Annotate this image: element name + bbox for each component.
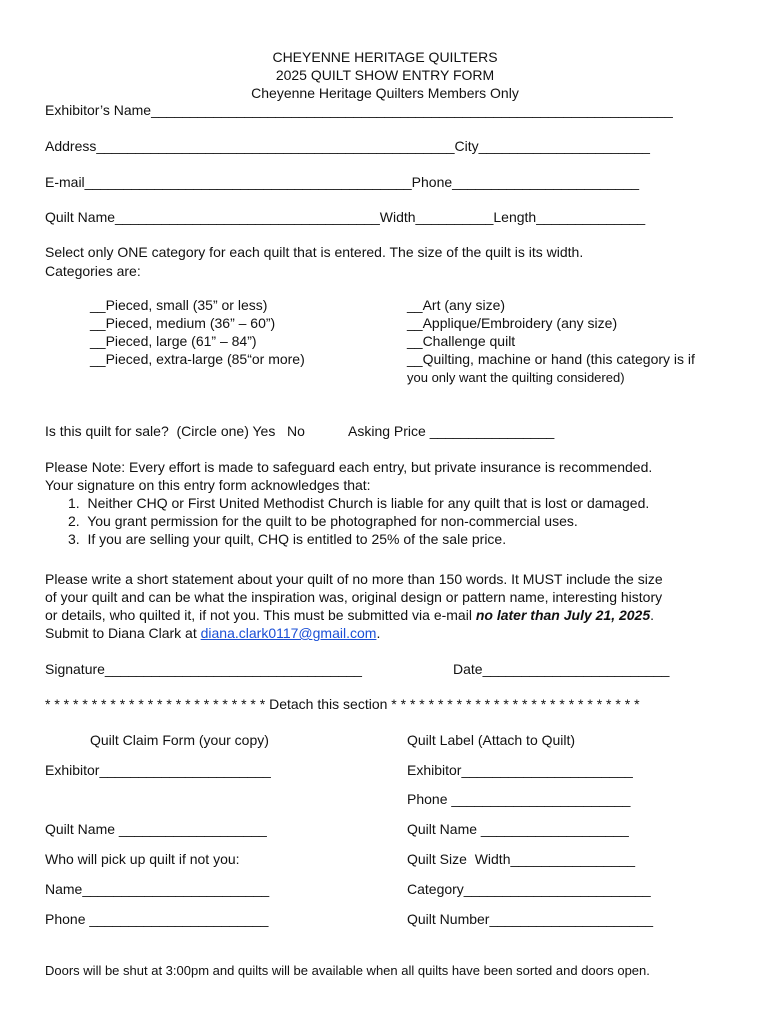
- claim-quilt-name-field[interactable]: Quilt Name ___________________: [45, 821, 267, 837]
- email-link[interactable]: diana.clark0117@gmail.com: [200, 625, 377, 641]
- category-pieced-large[interactable]: __Pieced, large (61” – 84”): [90, 333, 257, 349]
- category-applique[interactable]: __Applique/Embroidery (any size): [407, 315, 618, 331]
- acknowledgement-intro: Your signature on this entry form acknowledges that:: [45, 477, 371, 493]
- acknowledgement-item: 2. You grant permission for the quilt to be photographed for non-commercial uses.: [68, 513, 578, 529]
- submit-text: Submit to Diana Clark at: [45, 625, 201, 641]
- label-phone-field[interactable]: Phone _______________________: [407, 791, 631, 807]
- label-exhibitor-field[interactable]: Exhibitor______________________: [407, 762, 633, 778]
- claim-form-title: Quilt Claim Form (your copy): [90, 732, 269, 748]
- statement-instructions-2: of your quilt and can be what the inspiration was, original design or pattern name, interesting history: [45, 589, 663, 605]
- asking-price-field[interactable]: Asking Price ________________: [348, 423, 555, 439]
- statement-submit-line: [45, 624, 380, 642]
- statement-period: .: [650, 607, 655, 623]
- footer-note: Doors will be shut at 3:00pm and quilts will be available when all quilts have been sorted and doors open.: [45, 963, 650, 978]
- category-challenge[interactable]: __Challenge quilt: [407, 333, 516, 349]
- date-field[interactable]: Date________________________: [453, 661, 670, 677]
- email-phone-field[interactable]: E-mail__________________________________________Phone________________________: [45, 174, 640, 190]
- claim-name-field[interactable]: Name________________________: [45, 881, 270, 897]
- category-quilting-note: you only want the quilting considered): [407, 370, 625, 385]
- label-quilt-name-field[interactable]: Quilt Name ___________________: [407, 821, 629, 837]
- category-pieced-xlarge[interactable]: __Pieced, extra-large (85“or more): [90, 351, 305, 367]
- address-city-field[interactable]: Address______________________________________________City______________________: [45, 138, 650, 154]
- category-pieced-small[interactable]: __Pieced, small (35” or less): [90, 297, 268, 313]
- statement-text: or details, who quilted it, if not you. This must be submitted via e-mail: [45, 607, 476, 623]
- for-sale-question[interactable]: Is this quilt for sale? (Circle one) Yes No: [45, 423, 305, 439]
- form-title: 2025 QUILT SHOW ENTRY FORM: [275, 67, 495, 83]
- claim-pickup-label: Who will pick up quilt if not you:: [45, 851, 240, 867]
- statement-instructions-3: [45, 606, 654, 624]
- category-instructions: Select only ONE category for each quilt that is entered. The size of the quilt is its width.: [45, 244, 584, 260]
- category-art[interactable]: __Art (any size): [407, 297, 506, 313]
- label-category-field[interactable]: Category________________________: [407, 881, 651, 897]
- insurance-note: Please Note: Every effort is made to safeguard each entry, but private insurance is recommended.: [45, 459, 653, 475]
- submit-period: .: [376, 625, 381, 641]
- signature-field[interactable]: Signature_________________________________: [45, 661, 362, 677]
- label-quilt-number-field[interactable]: Quilt Number_____________________: [407, 911, 653, 927]
- acknowledgement-item: 3. If you are selling your quilt, CHQ is entitled to 25% of the sale price.: [68, 531, 507, 547]
- detach-line: * * * * * * * * * * * * * * * * * * * * * * * * Detach this section * * * * * * * * * * * * * * * * * * * * * * * * * * *: [45, 696, 640, 712]
- exhibitor-name-field[interactable]: Exhibitor’s Name___________________________________________________________________: [45, 102, 673, 118]
- claim-phone-field[interactable]: Phone _______________________: [45, 911, 269, 927]
- members-only-note: Cheyenne Heritage Quilters Members Only: [251, 85, 519, 101]
- category-quilting[interactable]: __Quilting, machine or hand (this category is if: [407, 351, 695, 367]
- deadline-text: no later than July 21, 2025: [475, 607, 651, 623]
- categories-heading: Categories are:: [45, 263, 141, 279]
- claim-exhibitor-field[interactable]: Exhibitor______________________: [45, 762, 271, 778]
- category-pieced-medium[interactable]: __Pieced, medium (36” – 60”): [90, 315, 276, 331]
- label-quilt-size-field[interactable]: Quilt Size Width________________: [407, 851, 636, 867]
- acknowledgement-item: 1. Neither CHQ or First United Methodist Church is liable for any quilt that is lost or damaged.: [68, 495, 650, 511]
- quilt-name-size-field[interactable]: Quilt Name__________________________________Width__________Length______________: [45, 209, 646, 225]
- quilt-label-title: Quilt Label (Attach to Quilt): [407, 732, 576, 748]
- org-title: CHEYENNE HERITAGE QUILTERS: [272, 49, 498, 65]
- statement-instructions-1: Please write a short statement about your quilt of no more than 150 words. It MUST include the size: [45, 571, 663, 587]
